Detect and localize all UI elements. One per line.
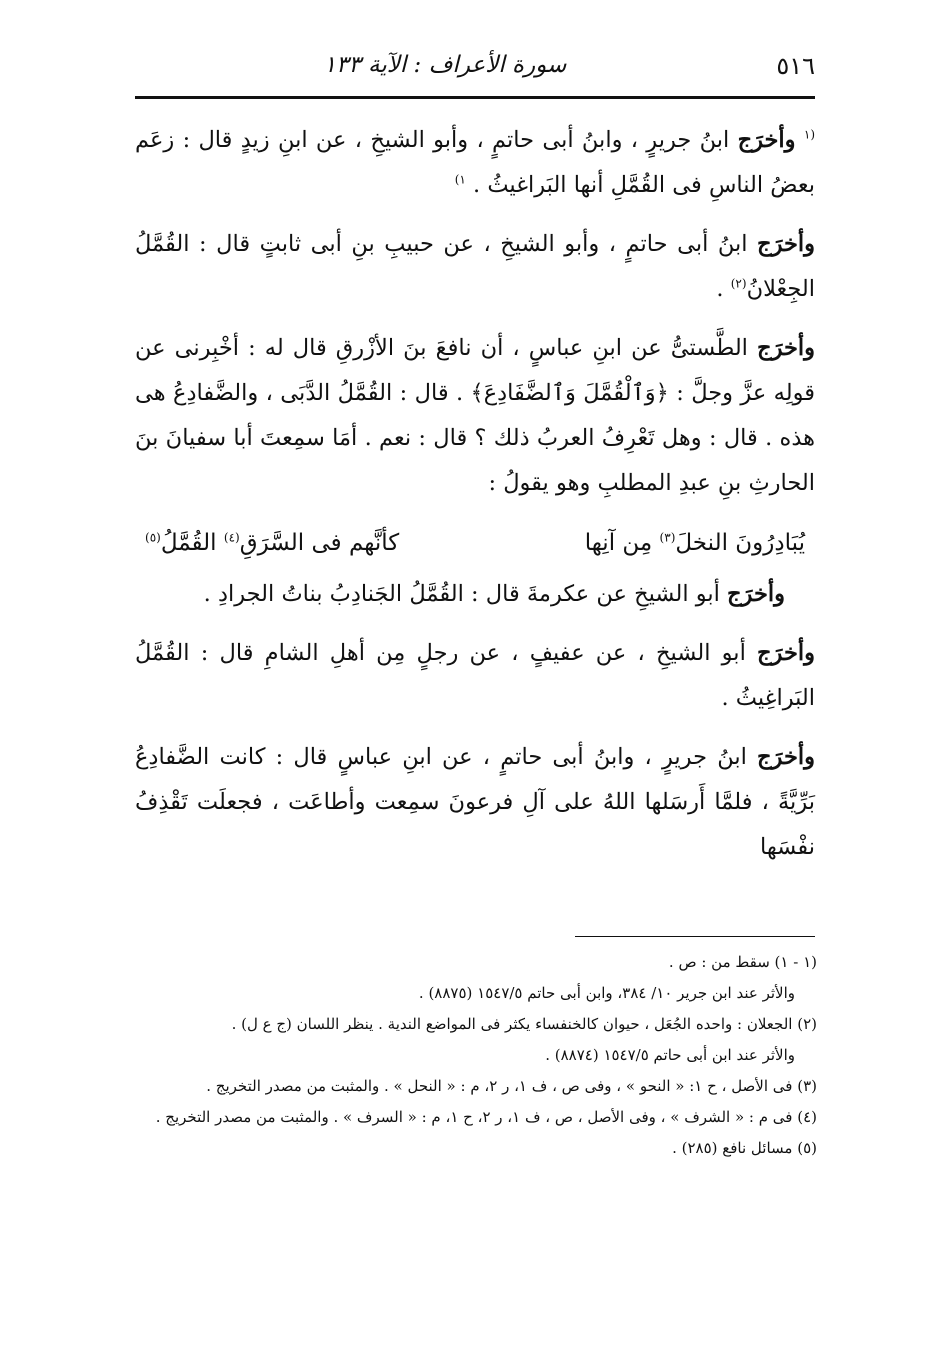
footnote-marker: (٢): [730, 276, 747, 291]
footnote-marker: (١: [803, 127, 815, 142]
paragraph-1: [135, 118, 815, 208]
footnote: (٣) فى الأصل ، ح ١: « النحو » ، وفى ص ، ف ١، ر ٢، م : « النحل » . والمثبت من مصدر التخريج .: [206, 1077, 817, 1095]
header-title: سورة الأعراف : الآية ١٣٣: [323, 52, 567, 78]
paragraph-text: ابنُ جريرٍ ، وابنُ أبى حاتمٍ ، وأبو الشيخِ ، عن ابنِ زيدٍ قال : زعَم بعضُ الناسِ فى القُمَّلِ أنها البَراغيثُ .: [135, 127, 815, 198]
running-header: [135, 48, 815, 88]
poetry-verse: [135, 520, 815, 566]
footnote: (١ - ١) سقط من : ص .: [668, 953, 817, 971]
paragraph-text: الطَّستىُّ عن ابنِ عباسٍ ، أن نافعَ بنَ الأزْرقِ قال له : أخْبِرنى عن قولِه عزَّ وجلَّ : ﴿وَٱلْقُمَّلَ وَٱلضَّفَادِعَ﴾ . قال : القُمَّلُ الدَّبَى ، والضَّفادِعُ هى هذه . قال : وهل تَعْرِفُ العربُ ذلك ؟ قال : نعم . أمَا سمِعتَ أبا سفيانَ بنَ الحارثِ بنِ عبدِ المطلبِ وهو يقولُ :: [135, 335, 815, 496]
paragraph-lead: وأخرَج: [757, 744, 815, 770]
main-text: [135, 118, 815, 884]
footnote-rule: [575, 936, 815, 937]
paragraph-lead: وأخرَج: [757, 640, 815, 666]
paragraph-2: [135, 222, 815, 312]
footnote: (٥) مسائل نافع (٢٨٥) .: [672, 1139, 817, 1157]
paragraph-lead: وأخرَج: [757, 231, 816, 257]
paragraph-text: أبو الشيخِ عن عكرمةَ قال : القُمَّلُ الجَنادِبُ بناتُ الجرادِ .: [203, 581, 720, 607]
verse-text: مِن آنِها: [584, 530, 653, 556]
paragraph-text: ابنُ جريرٍ ، وابنُ أبى حاتمٍ ، عن ابنِ عباسٍ قال : كانت الضَّفادِعُ بَرِّيَّةً ، فلمَّا أَرسَلها اللهُ على آلِ فرعونَ سمِعت وأطاعَت ، فجعلَت تَقْذِفُ نفْسَها: [135, 744, 815, 860]
paragraph-3: [135, 326, 815, 506]
verse-hemistich-second: [145, 520, 399, 566]
paragraph-lead: وأخرَج: [737, 127, 796, 153]
verse-text: كأنَّهم فى السَّرَقِ: [239, 530, 400, 556]
footnote-marker: (٥): [145, 530, 161, 545]
paragraph-tail: .: [716, 276, 731, 302]
paragraph-text: أبو الشيخِ ، عن عفيفٍ ، عن رجلٍ مِن أهلِ الشامِ قال : القُمَّلُ البَراغِيثُ .: [135, 640, 815, 711]
verse-text: يُبَادِرُونَ النخلَ: [675, 530, 805, 556]
footnote: والأثر عند ابن أبى حاتم ١٥٤٧/٥ (٨٨٧٤) .: [545, 1046, 795, 1064]
paragraph-lead: وأخرَج: [727, 581, 785, 607]
header-rule: [135, 96, 815, 99]
paragraph-4: [135, 572, 815, 617]
footnote: (٢) الجعلان : واحده الجُعَل ، حيوان كالخنفساء يكثر فى المواضع الندية . ينظر اللسان (ج ع ل) .: [231, 1015, 817, 1033]
footnote: والأثر عند ابن جرير ١٠/ ٣٨٤، وابن أبى حاتم ١٥٤٧/٥ (٨٨٧٥) .: [418, 984, 795, 1002]
footnote-marker: ١): [454, 172, 466, 187]
footnote-marker: (٤): [223, 530, 240, 545]
verse-hemistich-first: [585, 520, 805, 566]
footnotes: [135, 948, 817, 1165]
footnote-marker: (٣): [659, 530, 676, 545]
footnote: (٤) فى م : « الشرف » ، وفى الأصل ، ص ، ف ١، ر ٢، ح ١، م : « السرف » . والمثبت من مصدر التخريج .: [155, 1108, 817, 1126]
paragraph-lead: وأخرَج: [757, 335, 816, 361]
paragraph-text: ابنُ أبى حاتمٍ ، وأبو الشيخِ ، عن حبيبِ بنِ أبى ثابتٍ قال : القُمَّلُ الجِعْلانُ: [135, 231, 815, 302]
verse-text: القُمَّلُ: [160, 530, 217, 556]
paragraph-5: [135, 631, 815, 721]
page-number: ٥١٦: [776, 52, 815, 80]
paragraph-6: [135, 735, 815, 870]
